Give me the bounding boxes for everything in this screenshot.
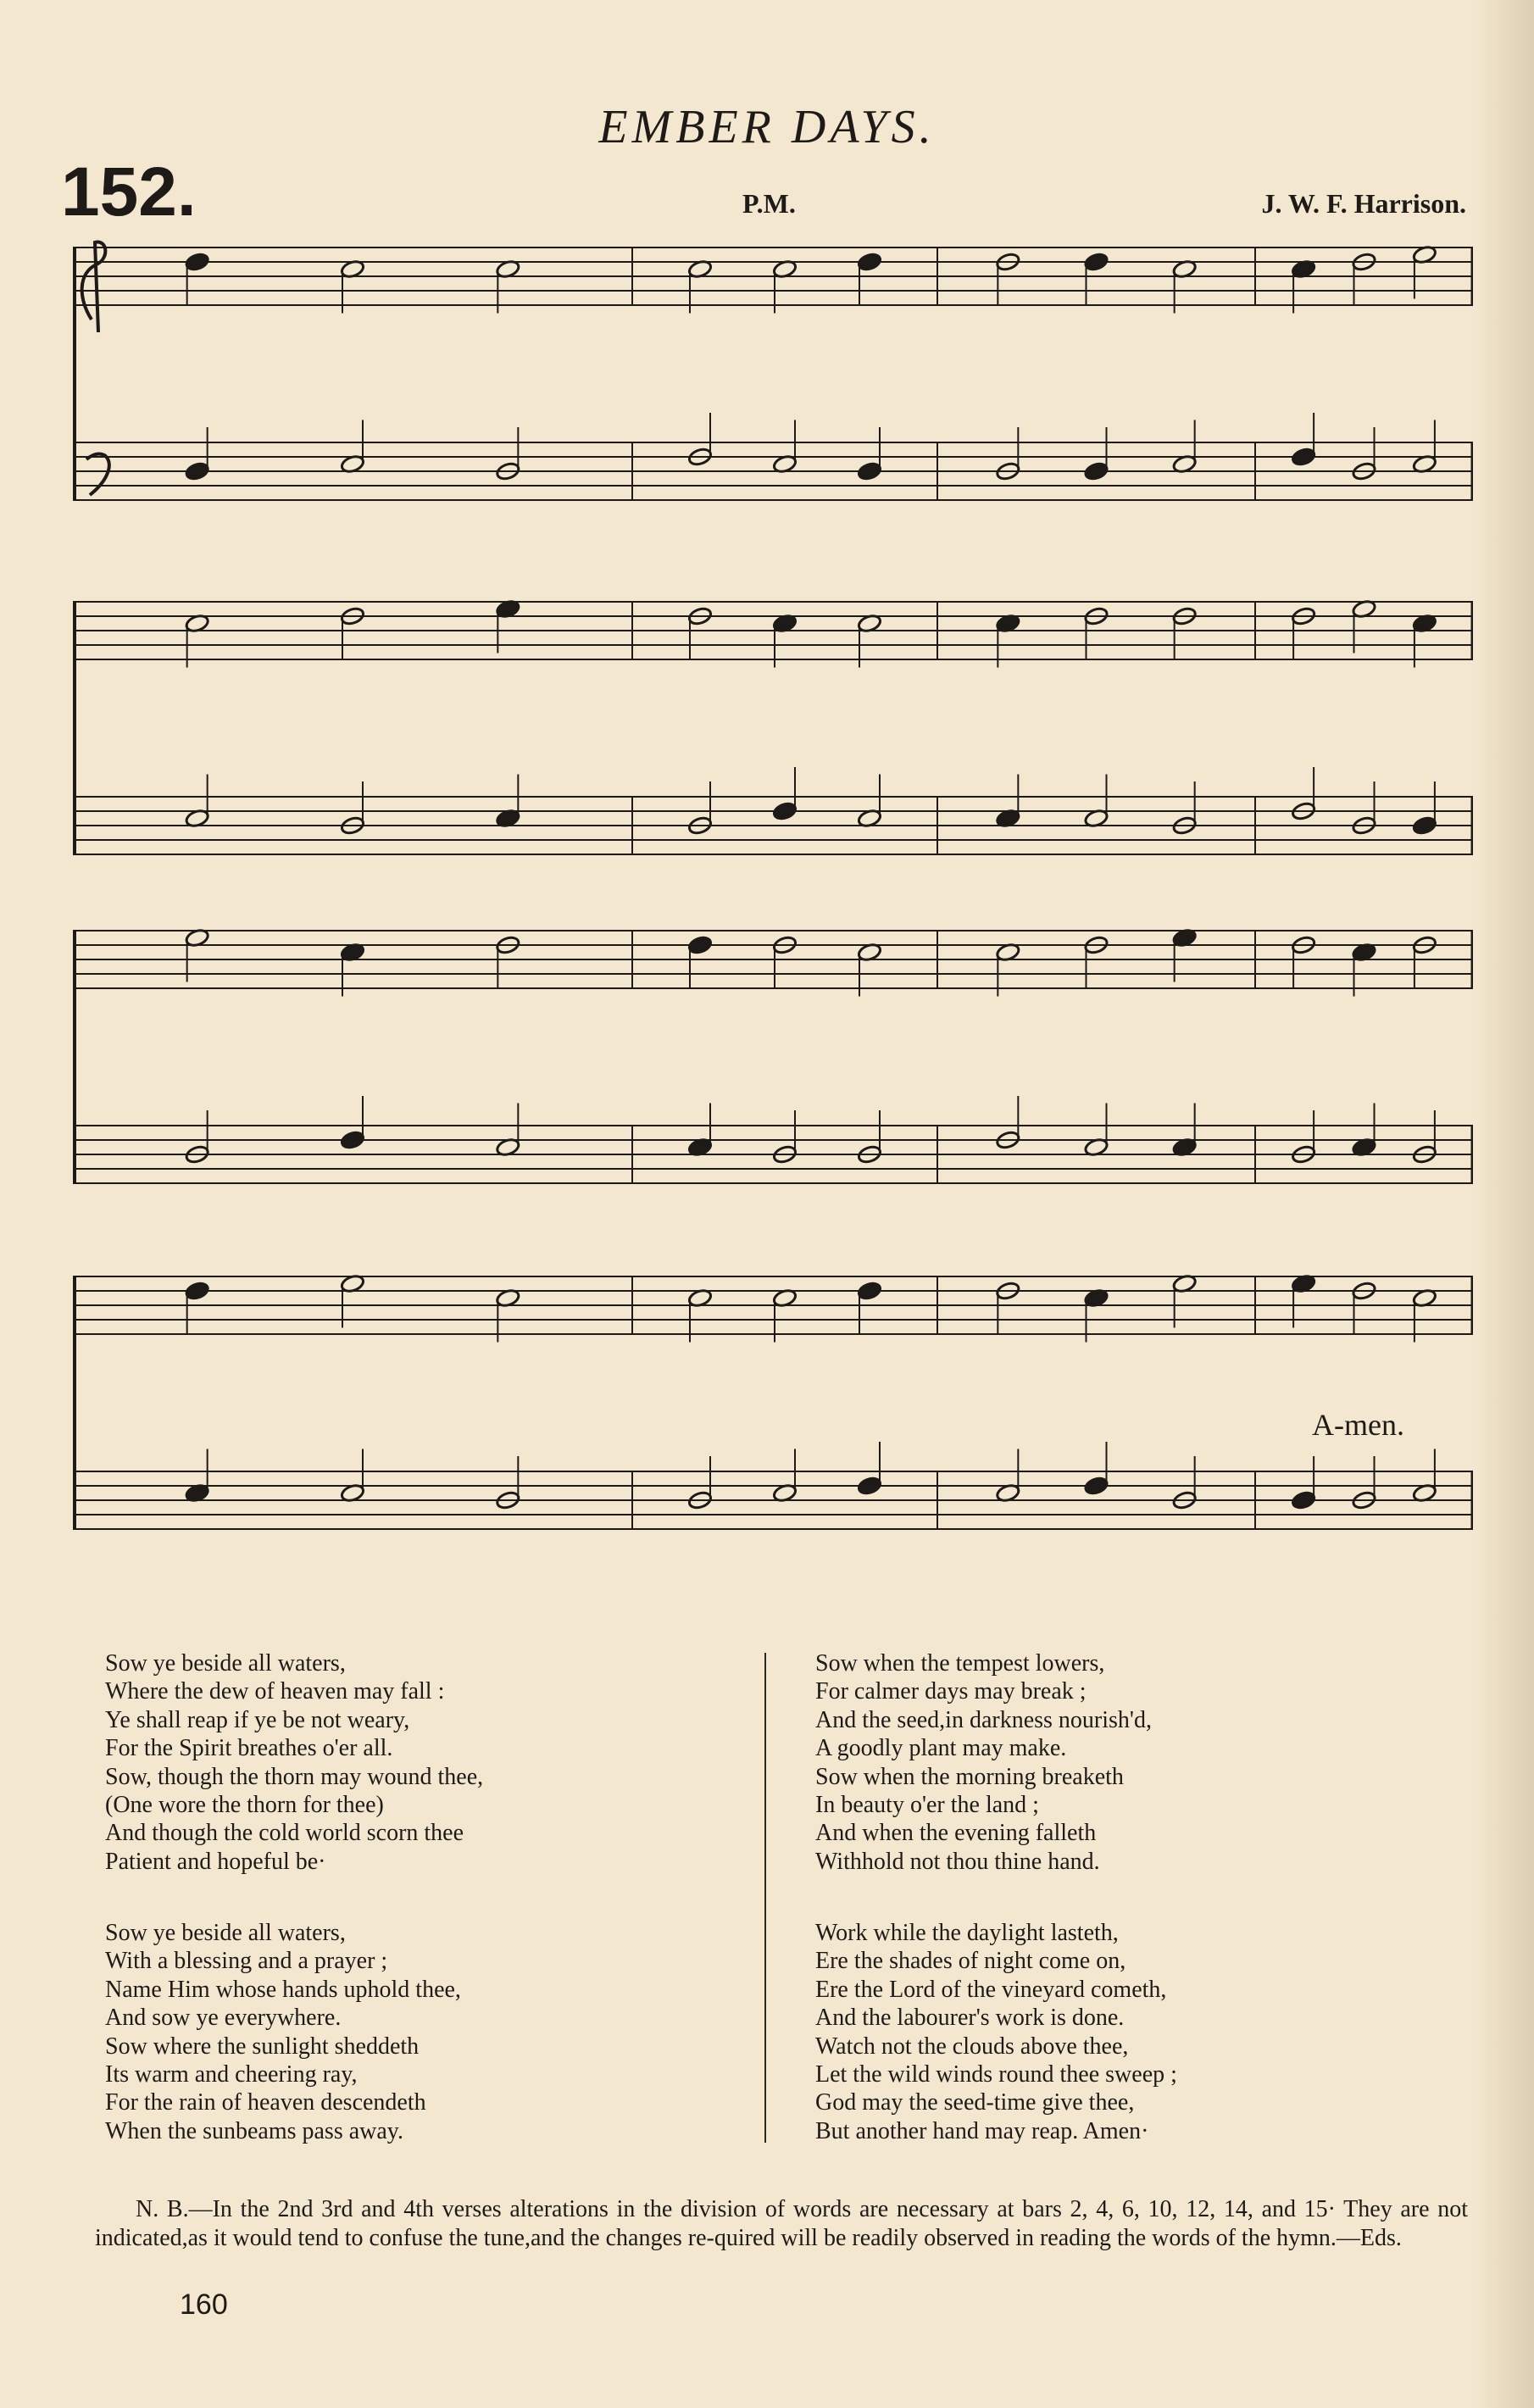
note-head [1291,447,1316,467]
verse-line: And though the cold world scorn thee [105,1820,464,1847]
verse-line: Sow ye beside all waters, [105,1920,346,1946]
verse-2 [815,1649,1152,1876]
note-head [772,801,798,821]
verse-line: Withhold not thou thine hand. [815,1848,1100,1875]
music-score [73,236,1473,1613]
note-head [1412,815,1437,836]
verse-line: But another hand may reap. Amen· [815,2117,1149,2144]
verse-line: Ere the Lord of the vineyard cometh, [815,1976,1167,2003]
note-head [857,252,882,272]
page-edge-shadow [1475,0,1534,2408]
footnote: N. B.—In the 2nd 3rd and 4th verses alterations in the division of words are necessary at bars 2, 4, 6, 10, 12, 14, and 15· They are not indicated,as it would tend to confuse the tune,and the changes re-quired will be readily observed in reading the words of the hymn.—Eds. [95,2196,1468,2251]
verse-line: Let the wild winds round thee sweep ; [815,2061,1177,2088]
verse-line: In beauty o'er the land ; [815,1792,1039,1819]
verse-line: For calmer days may break ; [815,1678,1087,1705]
verse-line: Sow, though the thorn may wound thee, [105,1763,484,1790]
note-head [1291,1490,1316,1510]
verse-line: Sow ye beside all waters, [105,1650,346,1677]
verse-line: Patient and hopeful be· [105,1848,326,1875]
verse-line: Sow when the morning breaketh [815,1763,1124,1790]
verse-line: With a blessing and a prayer ; [105,1948,388,1975]
verse-line: Ye shall reap if ye be not weary, [105,1706,410,1733]
meter-label: P.M. [742,188,796,219]
verse-line: Watch not the clouds above thee, [815,2033,1129,2060]
note-head [1084,461,1109,481]
verse-4 [815,1919,1177,2145]
verse-1 [105,1649,483,1876]
verse-line: Its warm and cheering ray, [105,2061,358,2088]
note-head [1084,252,1109,272]
note-head [857,461,882,481]
note-head [857,1476,882,1496]
note-head [340,1130,365,1150]
note-head [185,461,210,481]
verse-line: For the rain of heaven descendeth [105,2089,426,2116]
amen-lyric: A-men. [1312,1408,1404,1442]
verse-line: Where the dew of heaven may fall : [105,1678,445,1705]
verse-line: Sow where the sunlight sheddeth [105,2033,420,2060]
page-number: 160 [180,2288,228,2321]
composer-name: J. W. F. Harrison. [1261,188,1466,219]
bass-clef-icon [86,454,109,495]
note-head [687,935,713,955]
note-head [185,1281,210,1301]
note-head [857,1281,882,1301]
verse-line: And sow ye everywhere. [105,2005,342,2032]
verse-line: (One wore the thorn for thee) [105,1792,384,1819]
verse-line: And the seed,in darkness nourish'd, [815,1706,1152,1733]
verse-line: Ere the shades of night come on, [815,1948,1126,1975]
verse-line: When the sunbeams pass away. [105,2117,403,2144]
verse-line: And the labourer's work is done. [815,2005,1125,2032]
verse-line: Name Him whose hands uphold thee, [105,1976,461,2003]
verse-line: And when the evening falleth [815,1820,1097,1847]
column-divider [764,1653,766,2143]
note-head [185,252,210,272]
hymn-title: EMBER DAYS. [598,101,936,153]
treble-clef-icon [82,242,106,332]
verse-3 [105,1919,461,2145]
verse-line: Work while the daylight lasteth, [815,1920,1119,1946]
hymn-number: 152. [61,153,197,231]
verse-line: For the Spirit breathes o'er all. [105,1735,393,1762]
verse-line: A goodly plant may make. [815,1735,1067,1762]
verse-line: Sow when the tempest lowers, [815,1650,1105,1677]
note-head [1084,1476,1109,1496]
verse-line: God may the seed-time give thee, [815,2089,1135,2116]
